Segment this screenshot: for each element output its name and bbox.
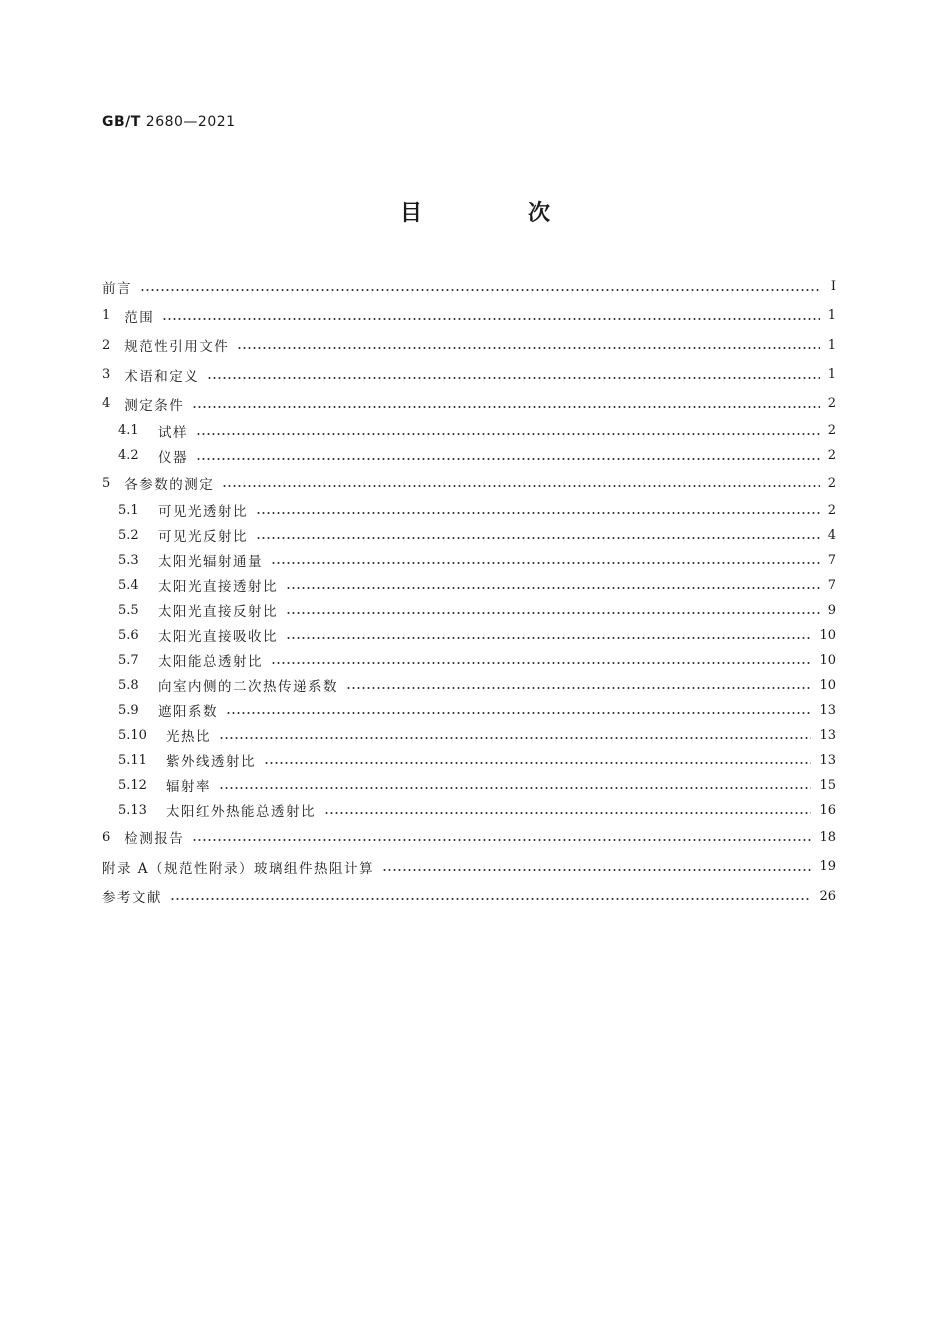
toc-entry-label: 太阳光直接吸收比 — [158, 629, 278, 646]
toc-entry[interactable] — [102, 648, 836, 673]
toc-entry[interactable] — [102, 881, 836, 910]
toc-entry[interactable] — [102, 598, 836, 623]
toc-entry-number: 5.9 — [118, 702, 139, 718]
toc-entry-page: 10 — [819, 627, 836, 643]
toc-entry-page: 2 — [827, 396, 836, 412]
toc-entry-label: 术语和定义 — [124, 368, 200, 385]
toc-entry-label: 太阳光辐射通量 — [158, 554, 263, 571]
toc-dot-leader — [196, 433, 820, 435]
toc-entry-page: 9 — [827, 602, 836, 618]
toc-dot-leader — [271, 662, 811, 664]
toc-entry-label: 附录 A（规范性附录）玻璃组件热阻计算 — [102, 860, 375, 877]
toc-entry-number: 5.7 — [118, 652, 139, 668]
toc-entry[interactable] — [102, 301, 836, 330]
toc-entry-label: 前言 — [102, 280, 132, 297]
toc-entry[interactable] — [102, 331, 836, 360]
toc-entry-number: 5.6 — [118, 627, 139, 643]
toc-entry-number: 2 — [102, 337, 111, 353]
toc-entry-label: 可见光透射比 — [158, 504, 248, 521]
toc-entry-page: 7 — [827, 577, 836, 593]
toc-entry-page: 1 — [827, 367, 836, 383]
toc-entry-label: 规范性引用文件 — [124, 339, 230, 356]
toc-entry[interactable] — [102, 389, 836, 418]
toc-dot-leader — [286, 637, 811, 639]
toc-entry-page: 2 — [827, 475, 836, 491]
toc-entry-number: 5.10 — [118, 727, 147, 743]
standard-number: 2680—2021 — [145, 114, 236, 130]
toc-dot-leader — [256, 512, 820, 514]
toc-entry-label: 辐射率 — [166, 779, 211, 796]
toc-entry[interactable] — [102, 418, 836, 443]
toc-entry-label: 向室内侧的二次热传递系数 — [158, 679, 338, 696]
toc-entry-label: 范围 — [124, 309, 155, 326]
toc-dot-leader — [271, 562, 820, 564]
toc-entry-label: 试样 — [158, 424, 188, 441]
toc-entry[interactable] — [102, 698, 836, 723]
toc-entry[interactable] — [102, 523, 836, 548]
toc-dot-leader — [192, 839, 811, 841]
toc-entry-number: 1 — [102, 308, 111, 324]
toc-entry-number: 4 — [102, 396, 111, 412]
toc-entry-page: 13 — [819, 727, 836, 743]
toc-entry[interactable] — [102, 573, 836, 598]
toc-entry-page: 26 — [819, 888, 836, 904]
toc-entry-number: 5.12 — [118, 777, 147, 793]
toc-dot-leader — [140, 289, 820, 291]
toc-entry[interactable] — [102, 360, 836, 389]
toc-entry-page: 10 — [819, 652, 836, 668]
toc-entry-label: 可见光反射比 — [158, 529, 248, 546]
toc-dot-leader — [162, 318, 819, 320]
toc-dot-leader — [382, 869, 811, 871]
toc-entry-number: 5.5 — [118, 602, 139, 618]
toc-entry-page: 7 — [827, 552, 836, 568]
standard-prefix: GB/T — [102, 114, 141, 130]
standard-code — [102, 114, 236, 130]
toc-entry-number: 5.11 — [118, 752, 147, 768]
toc-entry-number: 4.1 — [118, 423, 139, 439]
toc-entry-page: 2 — [827, 448, 836, 464]
toc-entry-page: 18 — [819, 829, 836, 845]
toc-entry-page: 2 — [827, 423, 836, 439]
toc-entry-label: 太阳能总透射比 — [158, 654, 263, 671]
toc-dot-leader — [256, 537, 820, 539]
toc-dot-leader — [219, 787, 811, 789]
toc-dot-leader — [170, 898, 811, 900]
toc-entry-page: 13 — [819, 702, 836, 718]
toc-entry-label: 各参数的测定 — [124, 477, 215, 494]
toc-entry-label: 检测报告 — [124, 831, 185, 848]
toc-entry-page: 4 — [827, 527, 836, 543]
toc-dot-leader — [192, 406, 819, 408]
toc-entry-number: 5.4 — [118, 577, 139, 593]
toc-entry[interactable] — [102, 748, 836, 773]
toc-entry-number: 6 — [102, 829, 111, 845]
toc-entry-label: 遮阳系数 — [158, 704, 218, 721]
page-title: 目 次 — [399, 201, 592, 226]
toc-entry[interactable] — [102, 798, 836, 823]
toc-entry-page: 1 — [827, 337, 836, 353]
toc-entry-page: 19 — [819, 859, 836, 875]
toc-dot-leader — [226, 712, 811, 714]
toc-entry[interactable] — [102, 548, 836, 573]
toc-entry[interactable] — [102, 498, 836, 523]
toc-entry-number: 5 — [102, 475, 111, 491]
toc-entry[interactable] — [102, 823, 836, 852]
toc-entry-page: 10 — [819, 677, 836, 693]
toc-dot-leader — [237, 347, 819, 349]
table-of-contents — [102, 272, 836, 911]
toc-entry-label: 参考文献 — [102, 890, 162, 907]
toc-entry-page: Ⅰ — [830, 279, 836, 295]
toc-entry-label: 紫外线透射比 — [166, 754, 256, 771]
toc-entry-page: 16 — [819, 802, 836, 818]
toc-entry[interactable] — [102, 773, 836, 798]
toc-entry[interactable] — [102, 673, 836, 698]
toc-entry-label: 太阳红外热能总透射比 — [166, 804, 316, 821]
toc-entry-page: 15 — [819, 777, 836, 793]
toc-entry-label: 太阳光直接反射比 — [158, 604, 278, 621]
toc-entry[interactable] — [102, 468, 836, 497]
toc-entry-number: 5.13 — [118, 802, 147, 818]
toc-entry[interactable] — [102, 623, 836, 648]
toc-entry-page: 1 — [827, 308, 836, 324]
toc-entry[interactable] — [102, 272, 836, 301]
toc-entry-label: 太阳光直接透射比 — [158, 579, 278, 596]
toc-entry-label: 测定条件 — [124, 397, 185, 414]
toc-dot-leader — [219, 737, 811, 739]
toc-entry-page: 2 — [827, 502, 836, 518]
toc-dot-leader — [222, 485, 819, 487]
toc-entry-page: 13 — [819, 752, 836, 768]
toc-entry-label: 光热比 — [166, 729, 211, 746]
toc-dot-leader — [346, 687, 811, 689]
toc-dot-leader — [286, 612, 820, 614]
toc-entry-number: 5.2 — [118, 527, 139, 543]
toc-dot-leader — [196, 458, 820, 460]
toc-entry-number: 3 — [102, 367, 111, 383]
toc-dot-leader — [286, 587, 820, 589]
toc-entry-number: 4.2 — [118, 448, 139, 464]
toc-entry[interactable] — [102, 443, 836, 468]
toc-dot-leader — [324, 812, 811, 814]
toc-entry-label: 仪器 — [158, 449, 188, 466]
toc-dot-leader — [264, 762, 811, 764]
toc-entry[interactable] — [102, 852, 836, 881]
toc-entry-number: 5.1 — [118, 502, 139, 518]
toc-entry[interactable] — [102, 723, 836, 748]
toc-entry-number: 5.3 — [118, 552, 139, 568]
toc-entry-number: 5.8 — [118, 677, 139, 693]
toc-dot-leader — [207, 377, 819, 379]
